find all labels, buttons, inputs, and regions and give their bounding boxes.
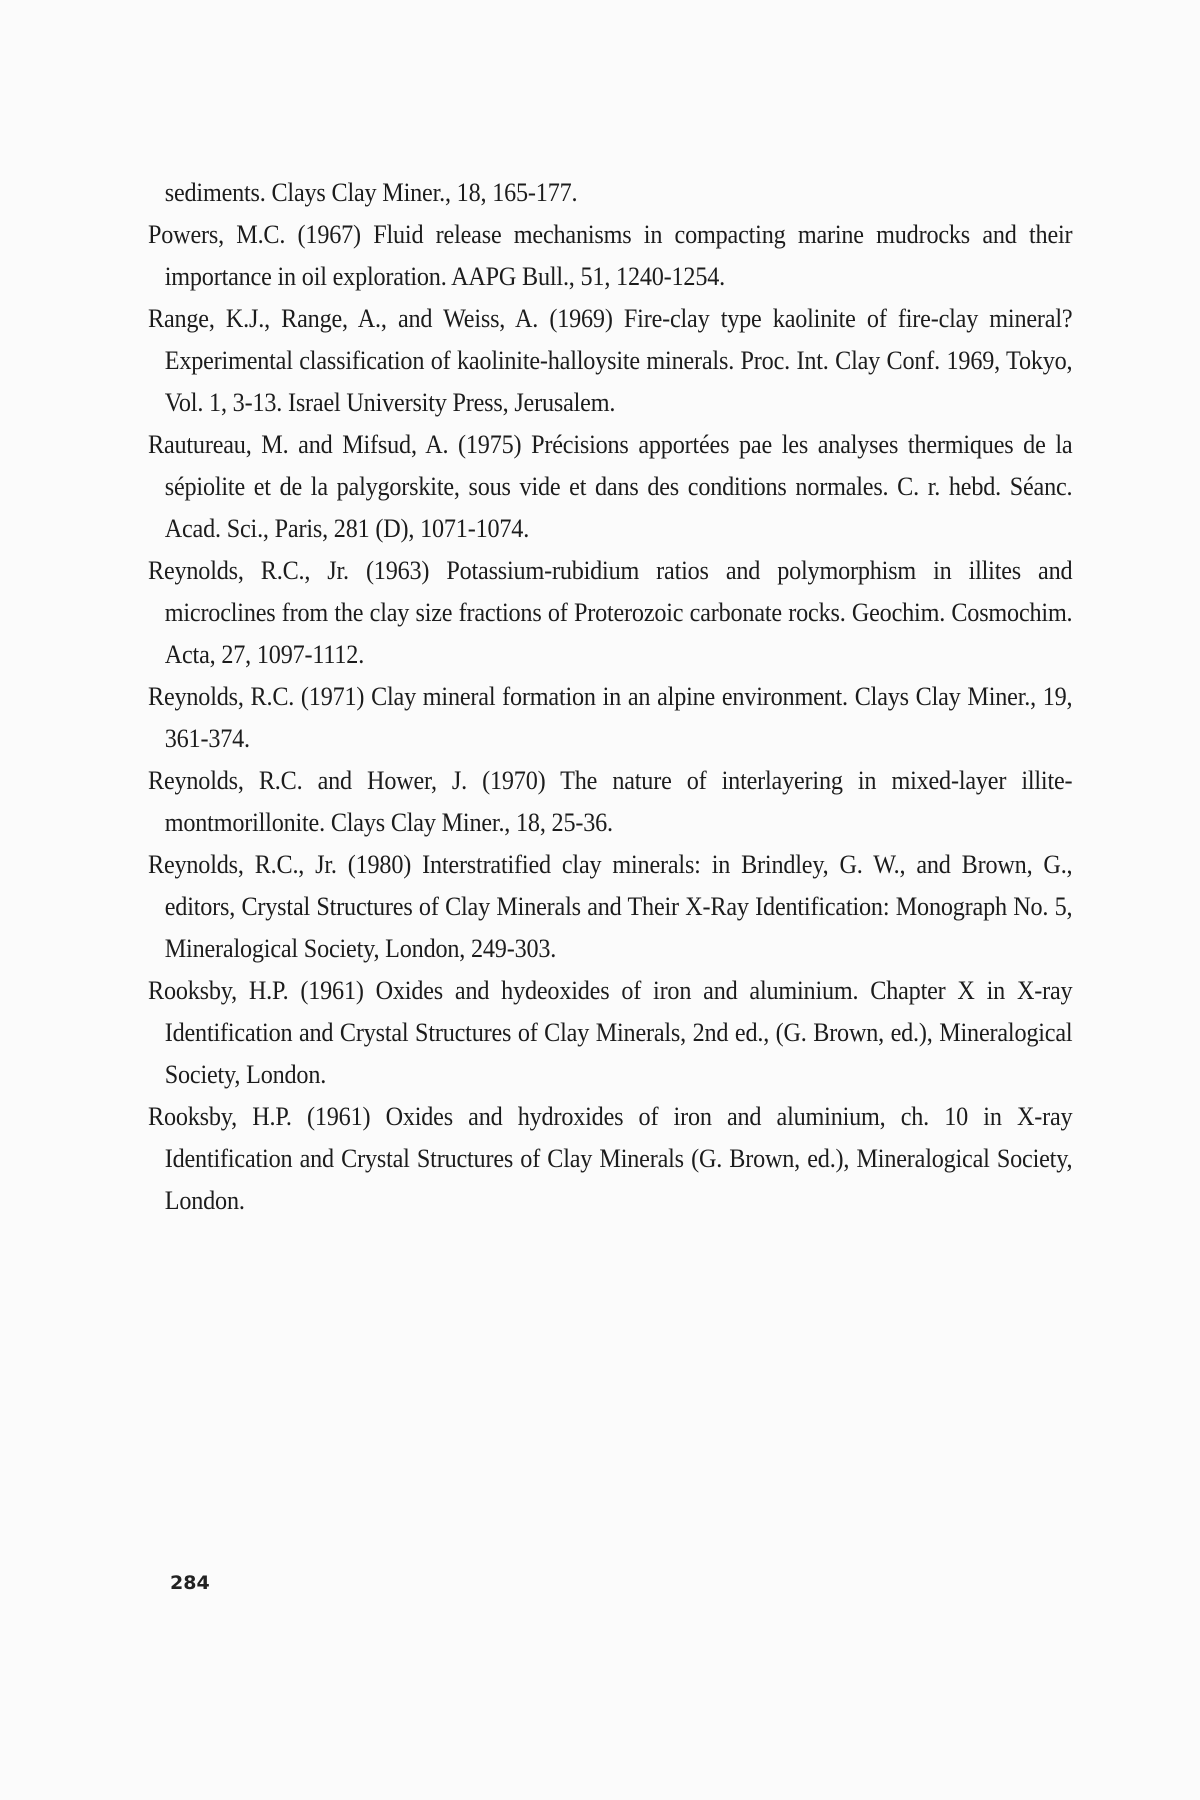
reference-entry: Reynolds, R.C. (1971) Clay mineral formation in an alpine environment. Clays Clay Miner., 19, 361-374.: [148, 682, 1073, 753]
reference-entry: Rooksby, H.P. (1961) Oxides and hydroxides of iron and aluminium, ch. 10 in X-ray Identification and Crystal Structures of Clay Minerals (G. Brown, ed.), Mineralogical Society, London.: [148, 1102, 1073, 1215]
reference-entry: Rautureau, M. and Mifsud, A. (1975) Précisions apportées pae les analyses thermiques de la sépiolite et de la palygorskite, sous vide et dans des conditions normales. C. r. hebd. Séanc. Acad. Sci., Paris, 281 (D), 1071-1074.: [148, 430, 1073, 543]
reference-entry: Powers, M.C. (1967) Fluid release mechanisms in compacting marine mudrocks and their importance in oil exploration. AAPG Bull., 51, 1240-1254.: [148, 220, 1073, 291]
page-number: 284: [170, 1572, 210, 1594]
reference-continuation: sediments. Clays Clay Miner., 18, 165-177.: [164, 178, 578, 207]
reference-list: [148, 172, 1073, 1222]
reference-entry: Rooksby, H.P. (1961) Oxides and hydeoxides of iron and aluminium. Chapter X in X-ray Identification and Crystal Structures of Clay Minerals, 2nd ed., (G. Brown, ed.), Mineralogical Society, London.: [148, 976, 1073, 1089]
reference-entry: Reynolds, R.C., Jr. (1963) Potassium-rubidium ratios and polymorphism in illites and microclines from the clay size fractions of Proterozoic carbonate rocks. Geochim. Cosmochim. Acta, 27, 1097-1112.: [148, 556, 1073, 669]
reference-entry: Reynolds, R.C., Jr. (1980) Interstratified clay minerals: in Brindley, G. W., and Brown, G., editors, Crystal Structures of Clay Minerals and Their X-Ray Identification: Monograph No. 5, Mineralogical Society, London, 249-303.: [148, 850, 1073, 963]
reference-entry: Range, K.J., Range, A., and Weiss, A. (1969) Fire-clay type kaolinite of fire-clay mineral? Experimental classification of kaolinite-halloysite minerals. Proc. Int. Clay Conf. 1969, Tokyo, Vol. 1, 3-13. Israel University Press, Jerusalem.: [148, 304, 1073, 417]
reference-entry: Reynolds, R.C. and Hower, J. (1970) The nature of interlayering in mixed-layer illite-montmorillonite. Clays Clay Miner., 18, 25-36.: [148, 766, 1073, 837]
